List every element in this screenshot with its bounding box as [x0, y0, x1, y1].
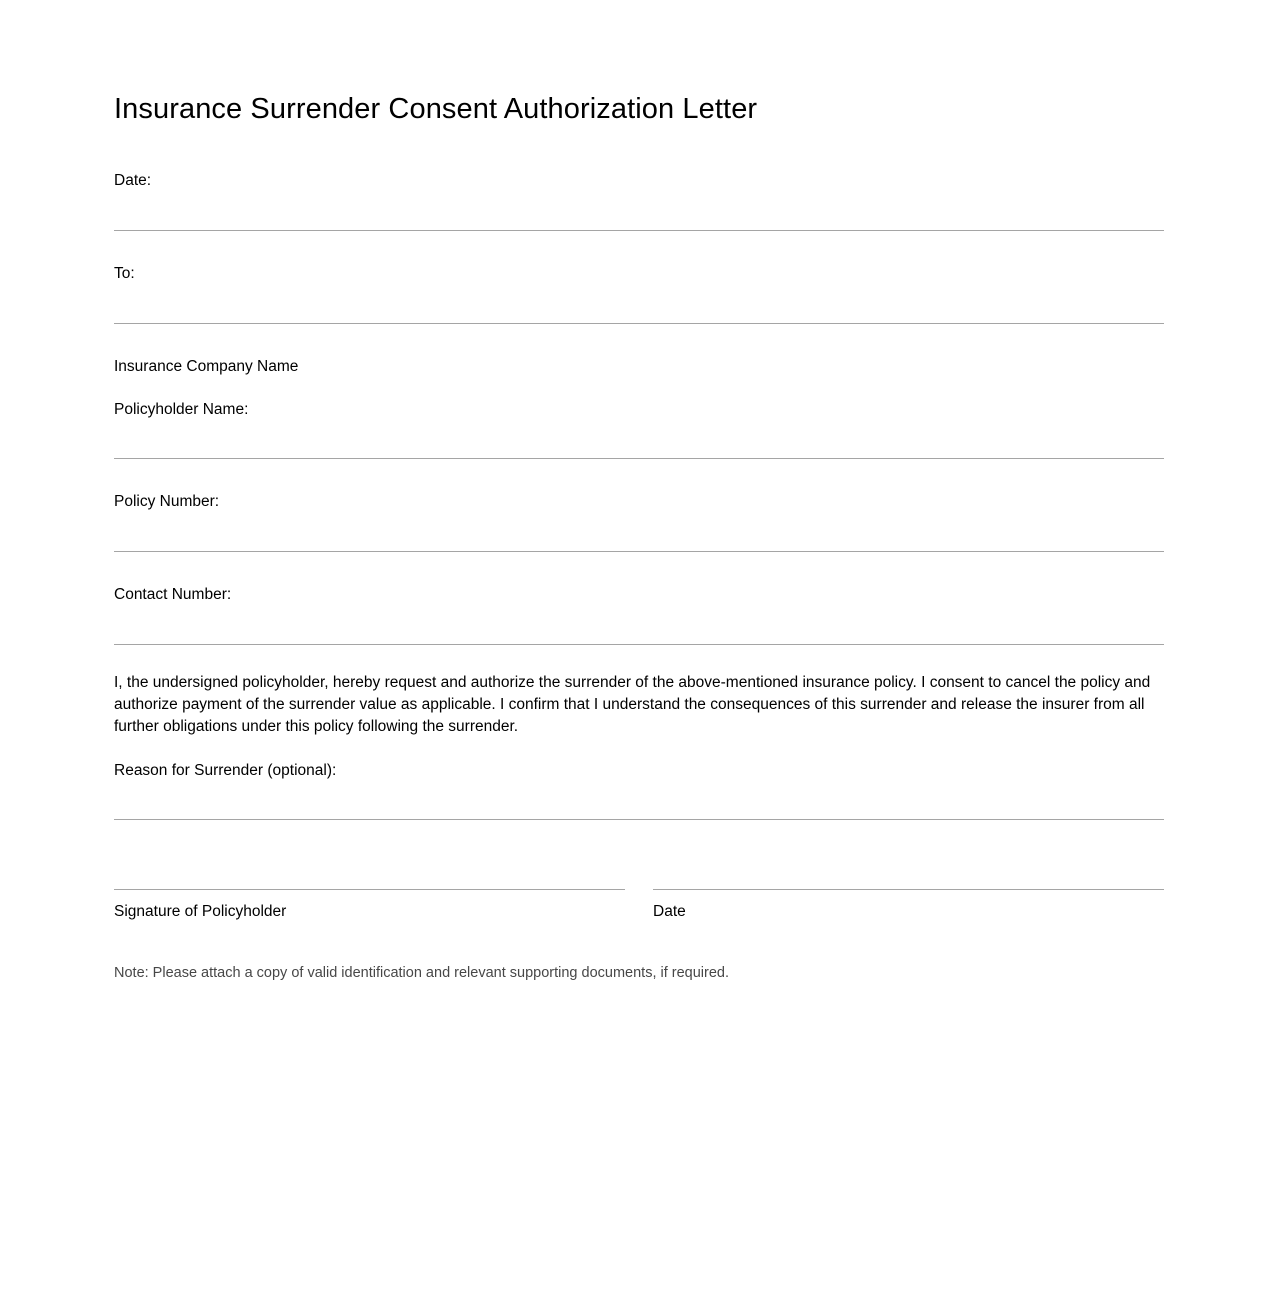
spacer-company-to-policyholder	[114, 378, 1164, 400]
document-body	[114, 0, 1164, 983]
spacer-date-label-to-rule	[114, 192, 1164, 230]
spacer-to-label-to-rule	[114, 285, 1164, 323]
signature-row	[114, 889, 1164, 923]
spacer-title-to-date	[114, 127, 1164, 171]
spacer-to-rule-to-company	[114, 324, 1164, 357]
signature-caption: Signature of Policyholder	[114, 903, 287, 921]
to-field-label: To:	[114, 264, 135, 282]
spacer-date-rule-to-to	[114, 231, 1164, 264]
date-field-label: Date:	[114, 171, 152, 189]
signature-line[interactable]	[114, 889, 625, 890]
spacer-signature-to-note	[114, 923, 1164, 963]
spacer-contact-rule-to-paragraph	[114, 645, 1164, 672]
spacer-policynumber-label-to-rule	[114, 513, 1164, 551]
policyholder-name-label: Policyholder Name:	[114, 400, 249, 418]
spacer-policyholder-rule-to-policynumber	[114, 459, 1164, 492]
signature-date-caption: Date	[653, 903, 686, 921]
reason-for-surrender-label: Reason for Surrender (optional):	[114, 762, 337, 780]
signature-date-line[interactable]	[653, 889, 1164, 890]
spacer-paragraph-to-reason	[114, 738, 1164, 761]
date-column	[653, 889, 1164, 923]
signature-column	[114, 889, 625, 923]
spacer-policyholder-label-to-rule	[114, 420, 1164, 458]
policy-number-label: Policy Number:	[114, 493, 220, 511]
spacer-reason-label-to-rule	[114, 782, 1164, 819]
insurance-company-name-label: Insurance Company Name	[114, 357, 299, 375]
contact-number-label: Contact Number:	[114, 586, 232, 604]
spacer-policynumber-rule-to-contact	[114, 552, 1164, 585]
footer-note: Note: Please attach a copy of valid identification and relevant supporting documents, if required.	[114, 965, 730, 982]
page-title: Insurance Surrender Consent Authorization Letter	[114, 93, 758, 125]
consent-paragraph: I, the undersigned policyholder, hereby request and authorize the surrender of the above-mentioned insurance policy. I consent to cancel the policy and authorize payment of the surrender value as applicable. I confirm that I understand the consequences of this surrender and release the insurer from all further obligations under this policy following the surrender.	[114, 674, 1151, 736]
spacer-reason-rule-to-signature	[114, 820, 1164, 889]
spacer-contact-label-to-rule	[114, 606, 1164, 644]
